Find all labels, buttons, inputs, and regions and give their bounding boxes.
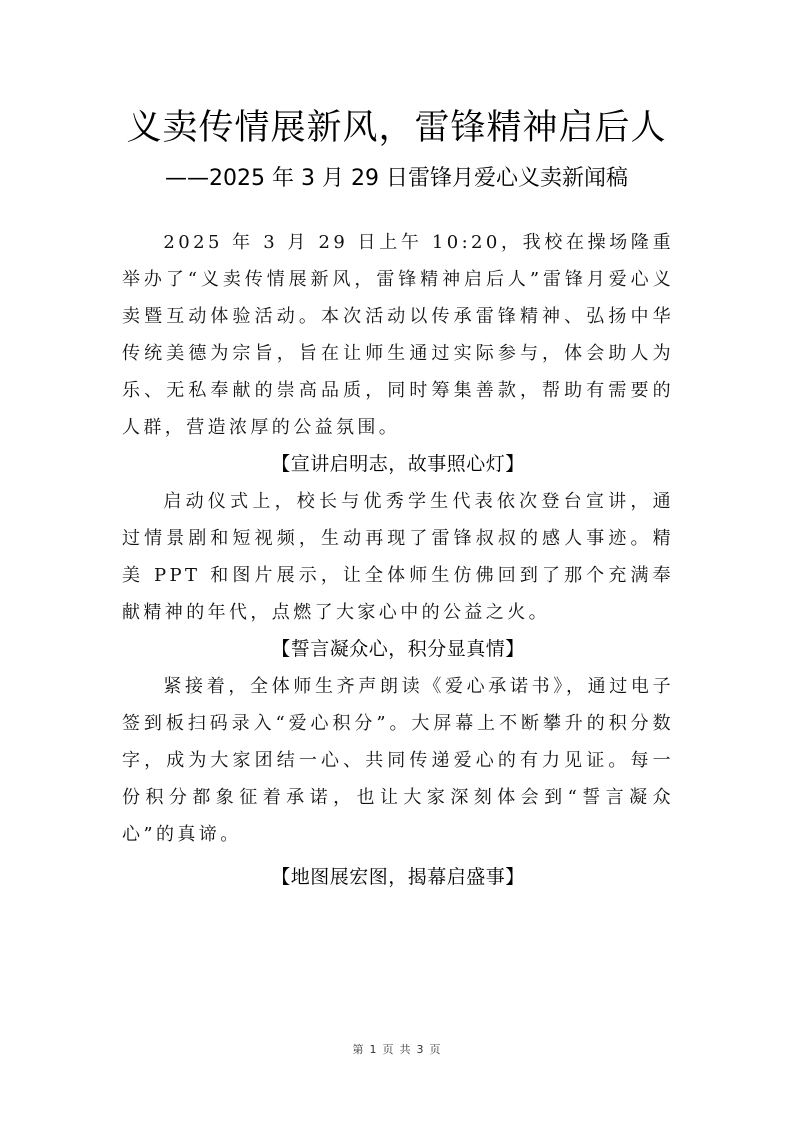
total-prefix: 共 [399, 1043, 411, 1056]
section-1 [122, 446, 674, 631]
document-body [122, 224, 674, 896]
section-2 [122, 631, 674, 853]
page-footer [0, 1041, 793, 1057]
document-subtitle: ——2025 年 3 月 29 日雷锋月爱心义卖新闻稿 [165, 166, 628, 191]
page-prefix: 第 [352, 1043, 364, 1056]
intro-paragraph: 2025 年 3 月 29 日上午 10:20，我校在操场隆重举办了“义卖传情展新风，雷锋精神启后人”雷锋月爱心义卖暨互动体验活动。本次活动以传承雷锋精神、弘扬中华传统美德为宗旨，旨在让师生通过实际参与，体会助人为乐、无私奉献的崇高品质，同时筹集善款，帮助有需要的人群，营造浓厚的公益氛围。 [122, 232, 674, 438]
section-heading: 【地图展宏图，揭幕启盛事】 [271, 866, 525, 888]
section-paragraph: 启动仪式上，校长与优秀学生代表依次登台宣讲，通过情景剧和短视频，生动再现了雷锋叔叔的感人事迹。精美 PPT 和图片展示，让全体师生仿佛回到了那个充满奉献精神的年代，点燃了大家心中的公益之火。 [122, 491, 674, 623]
document-title: 义卖传情展新风，雷锋精神启后人 [126, 108, 667, 148]
section-3 [122, 859, 674, 896]
total-suffix: 页 [429, 1043, 441, 1056]
section-paragraph: 紧接着，全体师生齐声朗读《爱心承诺书》，通过电子签到板扫码录入“爱心积分”。大屏幕上不断攀升的积分数字，成为大家团结一心、共同传递爱心的有力见证。每一份积分都象征着承诺，也让大家深刻体会到“誓言凝众心”的真谛。 [122, 676, 674, 845]
section-heading: 【宣讲启明志，故事照心灯】 [271, 453, 525, 475]
section-heading: 【誓言凝众心，积分显真情】 [271, 638, 525, 660]
current-page-number: 1 [369, 1043, 377, 1056]
total-pages-number: 3 [416, 1043, 424, 1056]
page-word: 页 [382, 1043, 394, 1056]
